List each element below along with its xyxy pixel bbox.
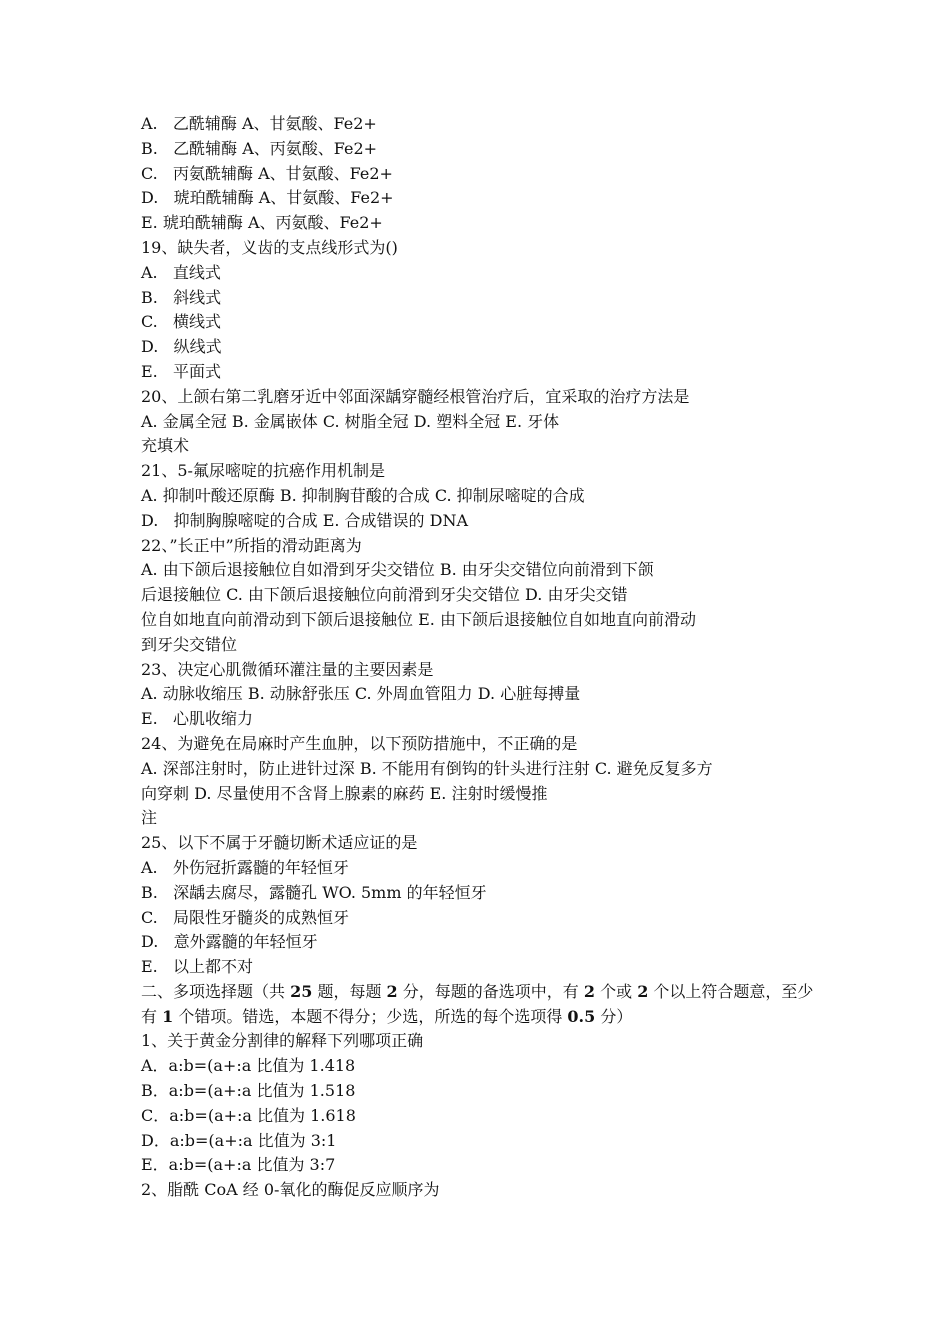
option-line: 注 bbox=[141, 808, 158, 828]
section-text: 分） bbox=[595, 1006, 633, 1026]
option-line: B. 深龋去腐尽，露髓孔 WO. 5mm 的年轻恒牙 bbox=[141, 882, 487, 902]
option-line: A. 外伤冠折露髓的年轻恒牙 bbox=[141, 857, 349, 877]
option-line: D. 抑制胸腺嘧啶的合成 E. 合成错误的 DNA bbox=[141, 510, 469, 530]
option-line: D. 琥珀酰辅酶 A、甘氨酸、Fe2+ bbox=[141, 188, 394, 208]
question-20: 20、上颌右第二乳磨牙近中邻面深龋穿髓经根管治疗后，宜采取的治疗方法是 bbox=[141, 386, 690, 406]
option-line: E. 以上都不对 bbox=[141, 957, 254, 977]
question-22: 22、”长正中”所指的滑动距离为 bbox=[141, 535, 362, 555]
section-number: 2 bbox=[637, 981, 649, 1001]
document-page bbox=[141, 112, 821, 1203]
option-line: D. 纵线式 bbox=[141, 337, 222, 357]
section-number: 1 bbox=[162, 1006, 174, 1026]
section-text: 个错项。错选，本题不得分；少选，所选的每个选项得 bbox=[173, 1006, 568, 1026]
question-1: 1、关于黄金分割律的解释下列哪项正确 bbox=[141, 1031, 424, 1051]
option-line: C. 局限性牙髓炎的成熟恒牙 bbox=[141, 907, 350, 927]
section-text: 个或 bbox=[595, 981, 638, 1001]
option-line: E. 琥珀酰辅酶 A、丙氨酸、Fe2+ bbox=[141, 213, 383, 233]
option-line: B. 斜线式 bbox=[141, 287, 222, 307]
option-line: 到牙尖交错位 bbox=[141, 634, 238, 654]
option-line: 位自如地直向前滑动到下颌后退接触位 E. 由下颌后退接触位自如地直向前滑动 bbox=[141, 609, 696, 629]
option-line: 后退接触位 C. 由下颌后退接触位向前滑到牙尖交错位 D. 由牙尖交错 bbox=[141, 585, 628, 605]
section-text: 题，每题 bbox=[312, 981, 387, 1001]
option-line: E. 平面式 bbox=[141, 361, 222, 381]
section-text: 个以上符合题意，至少有 bbox=[141, 981, 814, 1026]
option-line: C. 横线式 bbox=[141, 312, 222, 332]
question-24: 24、为避免在局麻时产生血肿，以下预防措施中，不正确的是 bbox=[141, 733, 578, 753]
section-text: 二、多项选择题（共 bbox=[141, 981, 291, 1001]
option-line: A. 动脉收缩压 B. 动脉舒张压 C. 外周血管阻力 D. 心脏每搏量 bbox=[141, 684, 581, 704]
question-21: 21、5-氟尿嘧啶的抗癌作用机制是 bbox=[141, 461, 385, 481]
section-number: 25 bbox=[290, 981, 313, 1001]
option-line: B．a:b=(a+:a 比值为 1.518 bbox=[141, 1081, 356, 1101]
question-25: 25、以下不属于牙髓切断术适应证的是 bbox=[141, 833, 418, 853]
question-2: 2、脂酰 CoA 经 0-氧化的酶促反应顺序为 bbox=[141, 1180, 440, 1200]
section-text: 分，每题的备选项中，有 bbox=[397, 981, 584, 1001]
option-line: A. 直线式 bbox=[141, 262, 221, 282]
section-heading bbox=[141, 980, 821, 1030]
option-line: A. 由下颌后退接触位自如滑到牙尖交错位 B. 由牙尖交错位向前滑到下颌 bbox=[141, 560, 654, 580]
option-line: 向穿刺 D. 尽量使用不含肾上腺素的麻药 E. 注射时缓慢推 bbox=[141, 783, 548, 803]
option-line: A. 深部注射时，防止进针过深 B. 不能用有倒钩的针头进行注射 C. 避免反复多方 bbox=[141, 758, 713, 778]
option-line: 充填术 bbox=[141, 436, 190, 456]
section-number: 0.5 bbox=[567, 1006, 596, 1026]
option-line: E．a:b=(a+:a 比值为 3:7 bbox=[141, 1155, 336, 1175]
section-number: 2 bbox=[386, 981, 398, 1001]
option-line: E. 心肌收缩力 bbox=[141, 709, 254, 729]
question-19: 19、缺失者，义齿的支点线形式为() bbox=[141, 237, 398, 257]
option-line: A. 抑制叶酸还原酶 B. 抑制胸苷酸的合成 C. 抑制尿嘧啶的合成 bbox=[141, 485, 585, 505]
question-23: 23、决定心肌微循环灌注量的主要因素是 bbox=[141, 659, 434, 679]
option-line: D. 意外露髓的年轻恒牙 bbox=[141, 932, 318, 952]
option-line: A. 金属全冠 B. 金属嵌体 C. 树脂全冠 D. 塑料全冠 E. 牙体 bbox=[141, 411, 560, 431]
option-line: A．a:b=(a+:a 比值为 1.418 bbox=[141, 1056, 356, 1076]
option-line: C. 丙氨酰辅酶 A、甘氨酸、Fe2+ bbox=[141, 163, 393, 183]
section-number: 2 bbox=[583, 981, 596, 1001]
option-line: D．a:b=(a+:a 比值为 3:1 bbox=[141, 1130, 337, 1150]
option-line: A. 乙酰辅酶 A、甘氨酸、Fe2+ bbox=[141, 114, 377, 133]
option-line: B. 乙酰辅酶 A、丙氨酸、Fe2+ bbox=[141, 138, 378, 158]
option-line: C．a:b=(a+:a 比值为 1.618 bbox=[141, 1105, 356, 1125]
